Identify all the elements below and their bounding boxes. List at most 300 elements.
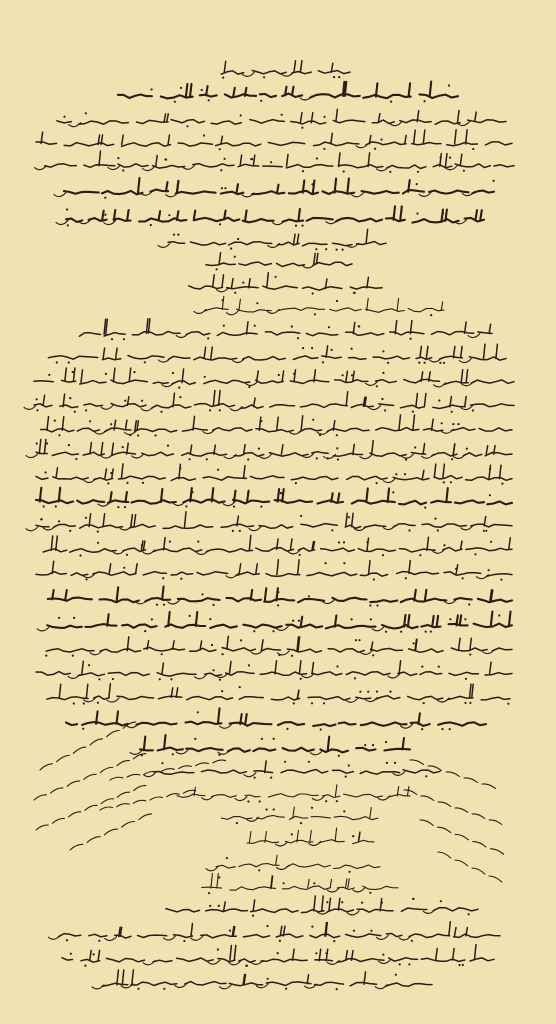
diacritic-dot — [124, 506, 126, 508]
script-word — [165, 624, 205, 627]
script-word — [185, 982, 226, 985]
diacritic-dot — [66, 208, 68, 210]
script-word — [71, 573, 88, 576]
marginal-note-stroke — [455, 808, 468, 813]
diacritic-dot — [382, 554, 384, 556]
script-stroke — [240, 155, 242, 166]
script-stroke — [425, 590, 427, 601]
diacritic-dot — [327, 457, 329, 459]
script-stroke — [278, 489, 280, 502]
script-word — [105, 428, 131, 432]
script-word — [337, 959, 384, 963]
diacritic-dot — [488, 569, 490, 571]
script-stroke — [59, 684, 61, 698]
script-tail — [244, 773, 256, 777]
script-stroke — [301, 617, 303, 627]
script-word — [401, 599, 447, 603]
diacritic-dot — [392, 491, 394, 493]
diacritic-dot — [416, 212, 418, 214]
diacritic-dot — [384, 409, 386, 411]
script-stroke — [466, 370, 468, 383]
diacritic-dot — [266, 808, 268, 810]
diacritic-dot — [233, 506, 235, 508]
diacritic-dot — [58, 520, 60, 522]
script-stroke — [251, 590, 253, 600]
script-word — [398, 672, 417, 675]
diacritic-dot — [151, 88, 153, 90]
diacritic-dot — [197, 541, 199, 543]
diacritic-dot — [234, 256, 236, 258]
script-word — [70, 549, 117, 553]
script-word — [370, 600, 397, 602]
diacritic-dot — [489, 468, 491, 470]
script-stroke — [65, 590, 67, 599]
diacritic-dot — [144, 630, 146, 632]
diacritic-dot — [387, 491, 389, 493]
script-word — [493, 648, 513, 651]
marginal-note-stroke — [133, 800, 146, 803]
script-stroke — [292, 87, 294, 96]
diacritic-dot — [451, 411, 453, 413]
script-word — [221, 192, 244, 195]
diacritic-dot — [380, 138, 382, 140]
diacritic-dot — [490, 541, 492, 543]
diacritic-dot — [230, 247, 232, 249]
script-word — [434, 476, 462, 480]
script-stroke — [186, 84, 188, 97]
script-word — [472, 191, 494, 194]
diacritic-dot — [412, 411, 414, 413]
diacritic-dot — [370, 930, 372, 932]
script-stroke — [168, 612, 170, 626]
script-word — [366, 309, 405, 313]
script-stroke — [367, 277, 369, 288]
script-word — [153, 382, 168, 383]
diacritic-dot — [300, 515, 302, 517]
script-stroke — [472, 684, 474, 698]
script-word — [266, 982, 311, 986]
script-word — [449, 624, 468, 626]
script-word — [183, 428, 208, 431]
diacritic-dot — [247, 458, 249, 460]
diacritic-dot — [338, 755, 340, 757]
script-word — [313, 724, 335, 726]
script-stroke — [366, 229, 368, 243]
diacritic-dot — [372, 654, 374, 656]
diacritic-dot — [185, 505, 187, 507]
diacritic-dot — [293, 702, 295, 704]
marginal-note-stroke — [464, 778, 478, 783]
script-stroke — [168, 135, 170, 145]
diacritic-dot — [417, 171, 419, 173]
script-word — [474, 624, 512, 628]
diacritic-dot — [376, 604, 378, 606]
script-word — [240, 405, 263, 409]
script-stroke — [254, 398, 256, 407]
script-stroke — [460, 615, 462, 625]
script-stroke — [249, 832, 251, 843]
script-word — [286, 165, 332, 168]
script-stroke — [232, 279, 234, 288]
script-word — [197, 572, 228, 575]
script-word — [347, 476, 387, 480]
script-stroke — [484, 517, 486, 526]
diacritic-dot — [239, 530, 241, 532]
diacritic-dot — [374, 148, 376, 150]
script-tail — [310, 751, 322, 755]
script-word — [291, 121, 326, 124]
script-word — [58, 934, 80, 937]
diacritic-dot — [437, 529, 439, 531]
diacritic-dot — [111, 338, 113, 340]
script-stroke — [331, 493, 333, 502]
script-word — [411, 723, 430, 726]
diacritic-dot — [277, 952, 279, 954]
script-word — [229, 983, 262, 986]
script-word — [178, 598, 220, 601]
script-word — [278, 722, 304, 725]
diacritic-dot — [141, 400, 143, 402]
script-word — [293, 356, 318, 360]
script-word — [283, 220, 304, 222]
script-word — [312, 672, 342, 675]
script-word — [444, 381, 469, 384]
diacritic-dot — [75, 458, 77, 460]
script-word — [173, 935, 192, 938]
script-word — [363, 95, 410, 98]
diacritic-dot — [247, 800, 249, 802]
script-stroke — [453, 346, 455, 358]
diacritic-dot — [353, 930, 355, 932]
diacritic-dot — [45, 655, 47, 657]
script-stroke — [164, 735, 166, 749]
script-tail — [37, 627, 49, 631]
script-stroke — [322, 896, 324, 911]
diacritic-dot — [369, 604, 371, 606]
script-word — [384, 749, 410, 751]
diacritic-dot — [83, 702, 85, 704]
diacritic-dot — [163, 988, 165, 990]
script-word — [385, 983, 432, 986]
diacritic-dot — [405, 577, 407, 579]
diacritic-dot — [314, 313, 316, 315]
script-word — [168, 356, 190, 359]
marginal-note-stroke — [110, 777, 123, 780]
script-stroke — [239, 564, 241, 574]
script-word — [403, 770, 440, 773]
diacritic-dot — [320, 728, 322, 730]
diacritic-dot — [385, 741, 387, 743]
diacritic-dot — [450, 481, 452, 483]
script-tail — [130, 750, 142, 754]
diacritic-dot — [336, 447, 338, 449]
script-stroke — [395, 321, 397, 334]
script-stroke — [39, 440, 41, 454]
script-stroke — [190, 445, 192, 454]
diacritic-dot — [201, 89, 203, 91]
diacritic-dot — [469, 702, 471, 704]
script-word — [433, 165, 452, 168]
script-stroke — [404, 615, 406, 627]
script-word — [468, 120, 506, 123]
diacritic-dot — [441, 728, 443, 730]
marginal-note-stroke — [438, 852, 451, 858]
script-word — [277, 263, 305, 266]
marginal-note-stroke — [87, 837, 100, 843]
script-word — [382, 625, 418, 629]
diacritic-dot — [366, 541, 368, 543]
script-word — [64, 191, 99, 194]
marginal-note-stroke — [36, 825, 48, 830]
diacritic-dot — [421, 728, 423, 730]
script-stroke — [99, 151, 101, 166]
script-word — [424, 429, 443, 432]
diacritic-dot — [48, 374, 50, 376]
diacritic-dot — [361, 902, 363, 904]
diacritic-dot — [36, 442, 38, 444]
script-stroke — [176, 688, 178, 697]
script-word — [135, 429, 177, 432]
script-word — [326, 625, 376, 628]
script-stroke — [249, 535, 251, 550]
diacritic-dot — [500, 579, 502, 581]
script-stroke — [307, 975, 309, 984]
marginal-note-stroke — [455, 860, 468, 866]
diacritic-dot — [201, 593, 203, 595]
diacritic-dot — [413, 642, 415, 644]
diacritic-dot — [54, 420, 56, 422]
diacritic-dot — [66, 939, 68, 941]
marginal-note-stroke — [69, 812, 81, 817]
script-stroke — [224, 211, 226, 220]
script-stroke — [109, 564, 111, 574]
script-word — [403, 190, 424, 193]
script-word — [263, 286, 298, 289]
script-stroke — [409, 83, 411, 96]
script-word — [339, 722, 356, 724]
diacritic-dot — [342, 374, 344, 376]
script-word — [327, 909, 353, 912]
diacritic-dot — [462, 964, 464, 966]
script-word — [345, 525, 361, 528]
script-word — [218, 959, 235, 962]
script-stroke — [490, 590, 492, 600]
script-word — [373, 356, 409, 359]
script-word — [36, 672, 70, 676]
script-stroke — [218, 708, 220, 723]
diacritic-dot — [141, 544, 143, 546]
diacritic-dot — [328, 326, 330, 328]
diacritic-dot — [107, 482, 109, 484]
diacritic-dot — [234, 292, 236, 294]
script-word — [84, 404, 103, 406]
script-stroke — [453, 444, 455, 454]
script-stroke — [303, 180, 305, 192]
script-word — [176, 191, 216, 193]
script-word — [282, 886, 330, 890]
diacritic-dot — [418, 362, 420, 364]
script-tail — [206, 867, 218, 871]
diacritic-dot — [323, 702, 325, 704]
script-word — [387, 165, 426, 169]
script-word — [52, 452, 78, 455]
script-stroke — [367, 298, 369, 310]
script-stroke — [275, 661, 277, 674]
diacritic-dot — [331, 349, 333, 351]
script-stroke — [110, 492, 112, 502]
diacritic-dot — [416, 183, 418, 185]
diacritic-dot — [395, 974, 397, 976]
diacritic-dot — [291, 833, 293, 835]
script-word — [308, 697, 350, 701]
script-word — [243, 625, 281, 628]
script-stroke — [293, 807, 295, 818]
marginal-note-stroke — [90, 739, 103, 745]
script-word — [357, 909, 393, 912]
script-word — [275, 500, 313, 503]
script-stroke — [136, 564, 138, 574]
script-stroke — [475, 112, 477, 121]
script-stroke — [413, 415, 415, 429]
script-stroke — [222, 296, 224, 309]
script-word — [322, 795, 340, 798]
script-word — [43, 549, 66, 552]
diacritic-dot — [217, 948, 219, 950]
diacritic-dot — [67, 224, 69, 226]
script-word — [229, 242, 272, 245]
script-word — [301, 910, 324, 913]
script-word — [432, 332, 474, 335]
script-word — [45, 164, 77, 167]
diacritic-dot — [386, 762, 388, 764]
marginal-note-stroke — [482, 784, 496, 789]
script-word — [111, 452, 135, 455]
diacritic-dot — [302, 347, 304, 349]
script-word — [206, 549, 252, 552]
script-word — [303, 287, 342, 291]
diacritic-dot — [278, 374, 280, 376]
diacritic-dot — [389, 171, 391, 173]
script-word — [122, 143, 171, 147]
script-word — [111, 404, 146, 407]
script-word — [193, 164, 234, 167]
script-word — [200, 95, 217, 97]
script-stroke — [287, 155, 289, 167]
marginal-note-stroke — [134, 786, 146, 791]
script-word — [261, 649, 281, 651]
script-stroke — [376, 83, 378, 96]
diacritic-dot — [73, 702, 75, 704]
script-stroke — [420, 346, 422, 357]
diacritic-dot — [209, 905, 211, 907]
diacritic-dot — [372, 744, 374, 746]
script-stroke — [338, 493, 340, 502]
diacritic-dot — [72, 371, 74, 373]
script-word — [41, 429, 74, 432]
script-stroke — [418, 713, 420, 724]
script-word — [257, 816, 285, 820]
script-stroke — [219, 253, 221, 265]
diacritic-dot — [336, 988, 338, 990]
script-word — [408, 308, 444, 311]
script-word — [269, 453, 308, 457]
script-word — [195, 404, 235, 407]
diacritic-dot — [258, 448, 260, 450]
diacritic-dot — [326, 901, 328, 903]
script-stroke — [394, 206, 396, 220]
script-word — [463, 453, 481, 456]
diacritic-dot — [179, 396, 181, 398]
diacritic-dot — [133, 371, 135, 373]
marginal-note-stroke — [446, 772, 460, 777]
script-word — [201, 935, 237, 938]
script-word — [444, 572, 481, 575]
script-word — [260, 94, 276, 97]
diacritic-dot — [219, 679, 221, 681]
script-stroke — [346, 879, 348, 888]
diacritic-dot — [283, 882, 285, 884]
script-stroke — [484, 344, 486, 358]
diacritic-dot — [189, 458, 191, 460]
diacritic-dot — [110, 423, 112, 425]
diacritic-dot — [382, 372, 384, 374]
script-stroke — [313, 180, 315, 192]
script-word — [471, 380, 514, 384]
diacritic-dot — [279, 940, 281, 942]
script-word — [270, 405, 295, 407]
script-word — [158, 696, 181, 699]
script-word — [344, 794, 383, 797]
script-stroke — [131, 515, 133, 526]
script-stroke — [177, 181, 179, 193]
diacritic-dot — [170, 678, 172, 680]
diacritic-dot — [223, 325, 225, 327]
marginal-note-stroke — [101, 799, 113, 804]
diacritic-dot — [343, 170, 345, 172]
script-word — [399, 549, 435, 552]
diacritic-dot — [483, 530, 485, 532]
script-stroke — [328, 737, 330, 751]
script-word — [137, 120, 169, 123]
script-stroke — [212, 488, 214, 501]
diacritic-dot — [355, 639, 357, 641]
script-word — [239, 262, 271, 265]
script-tail — [249, 527, 261, 531]
script-word — [102, 358, 120, 360]
script-word — [259, 525, 293, 528]
script-stroke — [52, 590, 54, 599]
script-tail — [388, 674, 400, 678]
script-word — [132, 331, 180, 335]
script-word — [351, 404, 373, 407]
script-word — [201, 770, 246, 773]
script-stroke — [509, 538, 511, 550]
script-word — [142, 452, 174, 456]
script-stroke — [138, 178, 140, 193]
script-stroke — [442, 210, 444, 221]
script-stroke — [414, 590, 416, 601]
diacritic-dot — [189, 615, 191, 617]
script-word — [243, 935, 269, 938]
diacritic-dot — [79, 554, 81, 556]
marginal-note-stroke — [489, 876, 502, 882]
diacritic-dot — [126, 554, 128, 556]
script-stroke — [424, 394, 426, 407]
script-stroke — [291, 539, 293, 549]
script-word — [277, 308, 324, 311]
script-stroke — [335, 828, 337, 841]
script-stroke — [314, 253, 316, 264]
